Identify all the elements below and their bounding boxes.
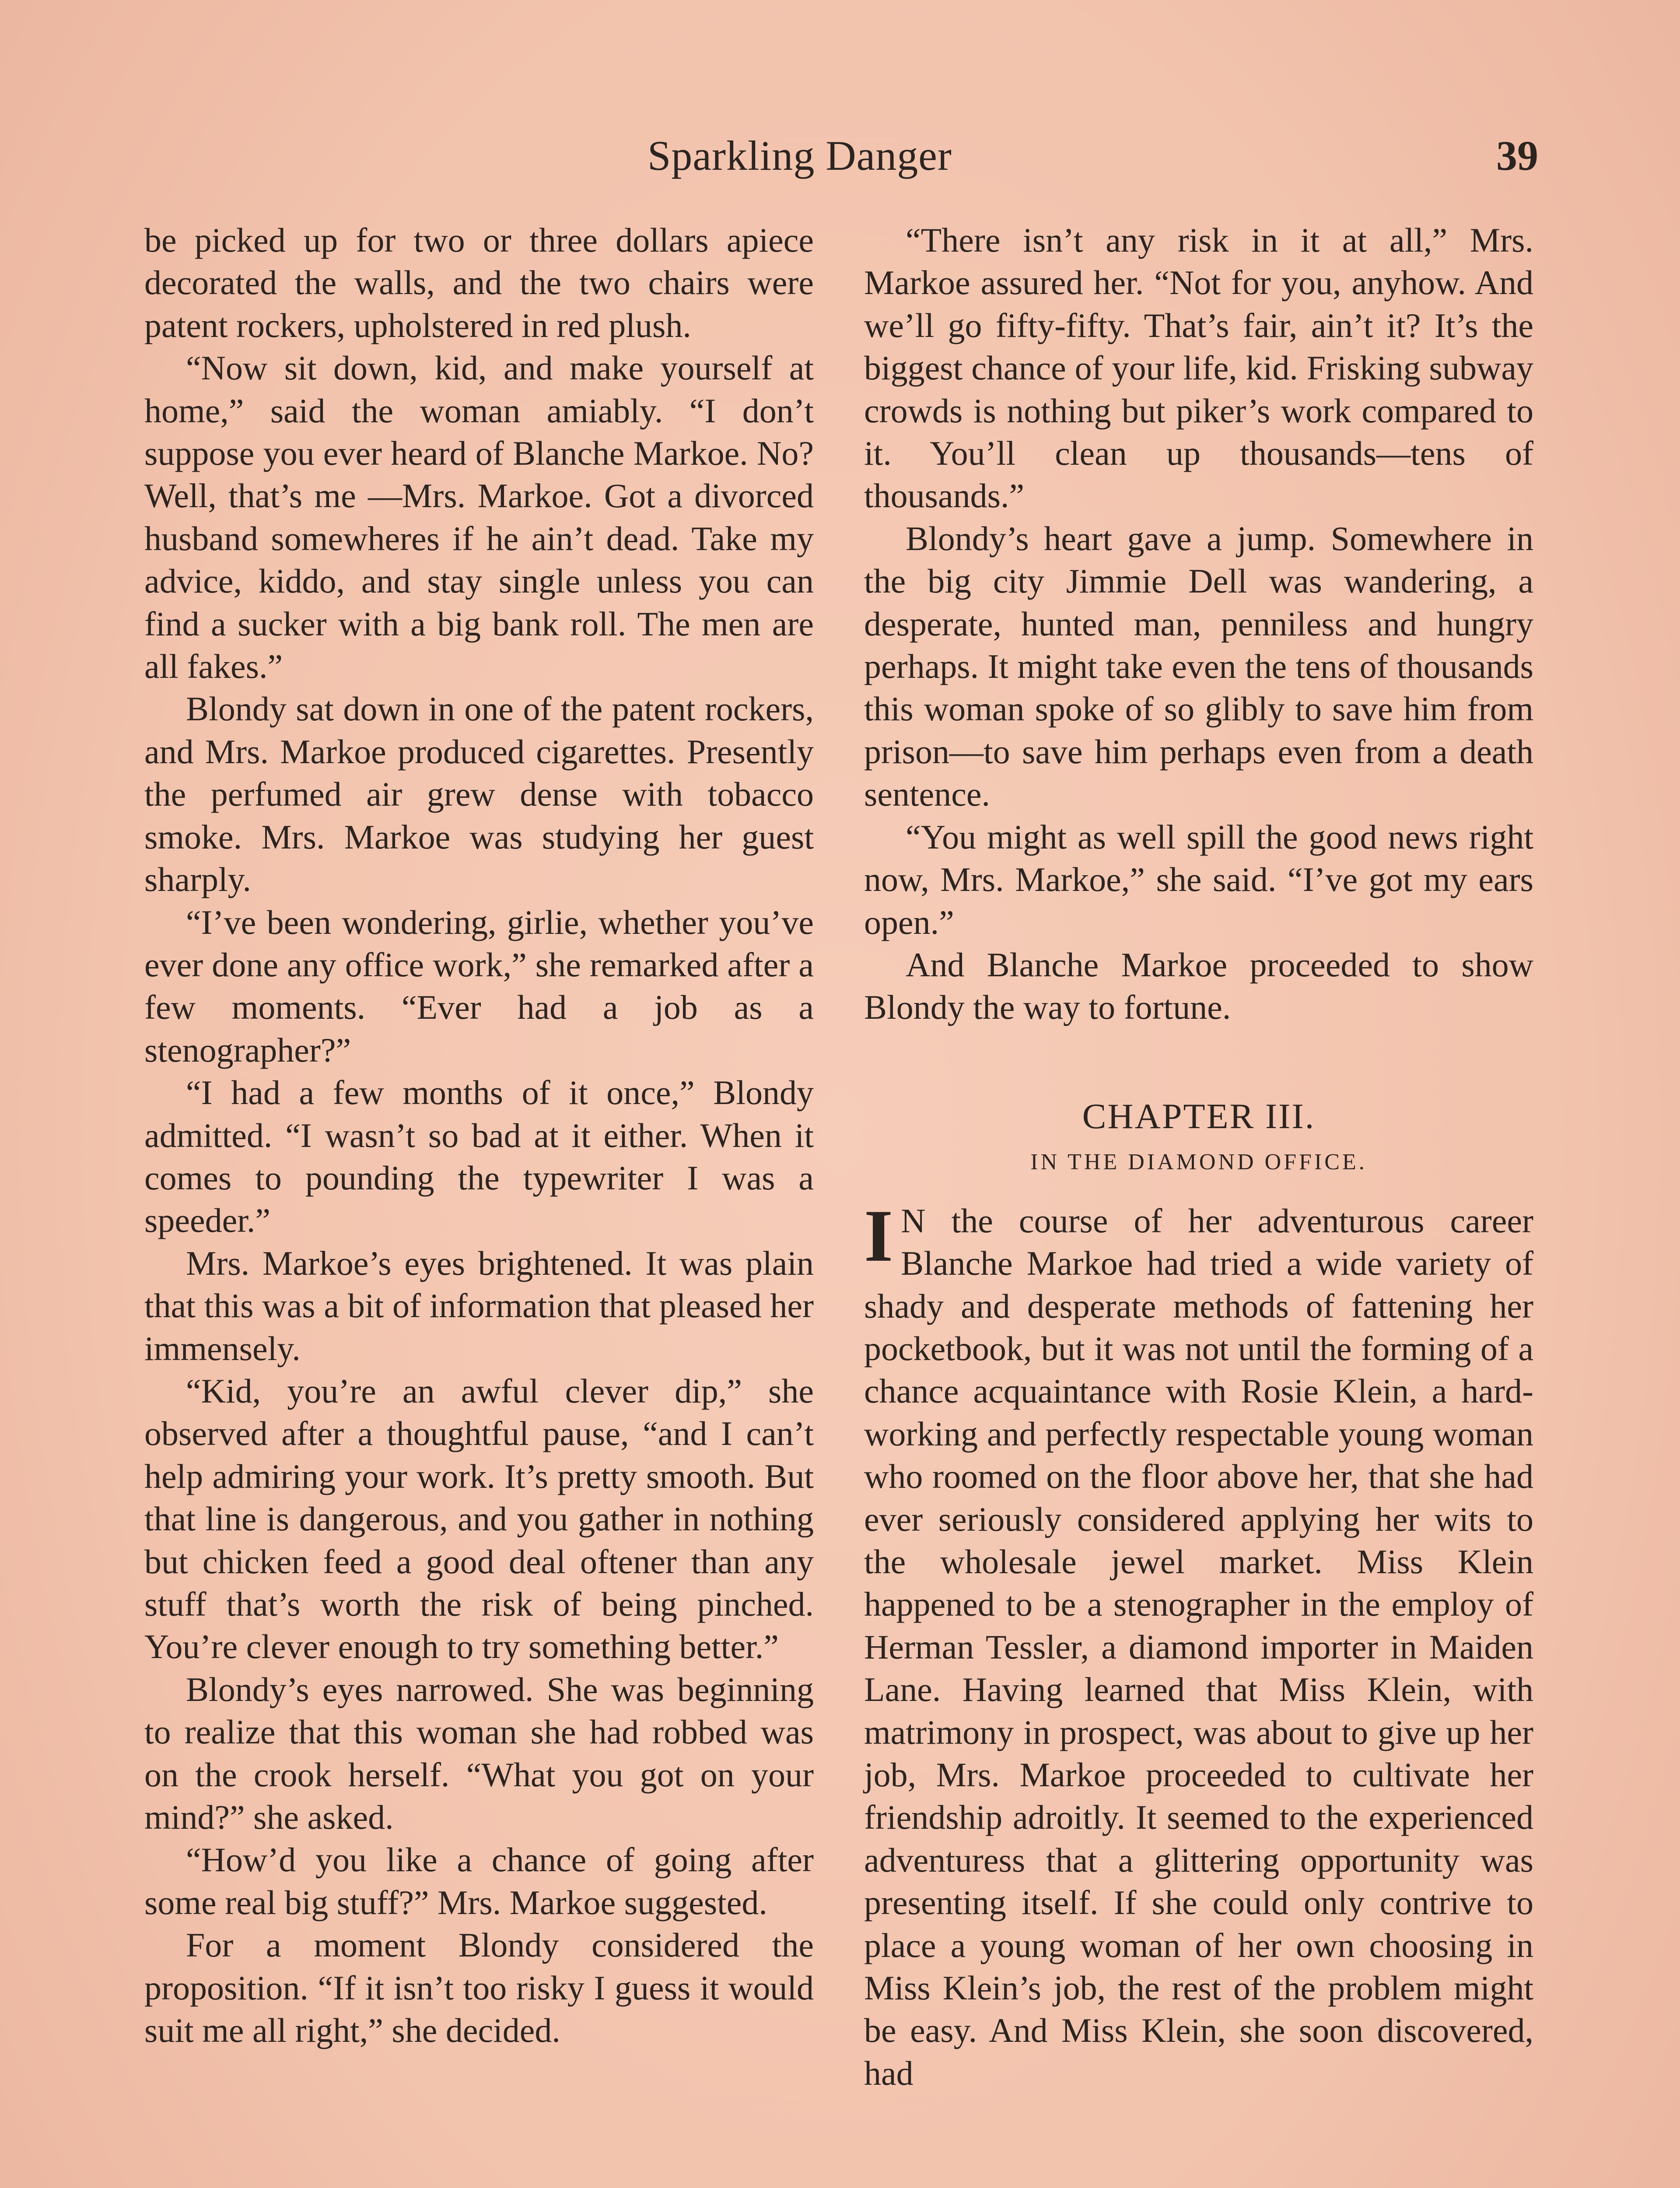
chapter-opening-paragraph (864, 1194, 1533, 2095)
chapter-subtitle: IN THE DIAMOND OFFICE. (1030, 1149, 1367, 1175)
paragraph: “I’ve been wondering, girlie, whether you’ve ever done any office work,” she remarked after a few moments. “Ever had a job as a stenographer?” (144, 903, 814, 1069)
paragraph: And Blanche Markoe proceeded to show Blondy the way to fortune. (864, 945, 1533, 1027)
paragraph: Mrs. Markoe’s eyes brightened. It was plain that this was a bit of information that pleased her immensely. (144, 1244, 814, 1368)
paragraph: be picked up for two or three dollars apiece decorated the walls, and the two chairs were patent rockers, upholstered in red plush. (144, 221, 814, 344)
paragraph: “How’d you like a chance of going after some real big stuff?” Mrs. Markoe suggested. (144, 1841, 814, 1922)
paragraph: “There isn’t any risk in it at all,” Mrs. Markoe assured her. “Not for you, anyhow. And we’ll go fifty-fifty. That’s fair, ain’t it? It’s the biggest chance of your life, kid. Frisking subway crowds is nothing but piker’s work compared to it. You’ll clean up thousands—tens of thousands.” (864, 221, 1533, 515)
paragraph: “I had a few months of it once,” Blondy admitted. “I wasn’t so bad at it either. When it comes to pounding the typewriter I was a speeder.” (144, 1073, 814, 1240)
right-column (864, 219, 1533, 2094)
paragraph: Blondy’s heart gave a jump. Somewhere in the big city Jimmie Dell was wandering, a desperate, hunted man, penniless and hungry perhaps. It might take even the tens of thousands this woman spoke of so glibly to save him from prison—to save him perhaps even from a death sentence. (864, 519, 1533, 813)
chapter-opening-text: N the course of her adventurous career Blanche Markoe had tried a wide variety of shady and desperate methods of fattening her pocketbook, but it was not until the forming of a chance acquaintance with Rosie Klein, a hard-working and perfectly respectable young woman who roomed on the floor above her, that she had ever seriously considered applying her wits to the wholesale jewel market. Miss Klein happened to be a stenographer in the employ of Herman Tessler, a diamond importer in Maiden Lane. Having learned that Miss Klein, with matrimony in prospect, was about to give up her job, Mrs. Markoe proceeded to cultivate her friendship adroitly. It seemed to the experienced adventuress that a glittering opportunity was presenting itself. If she could only contrive to place a young woman of her own choosing in Miss Klein’s job, the rest of the problem might be easy. And Miss Klein, she soon discovered, had (864, 1201, 1533, 2092)
paragraph: “Kid, you’re an awful clever dip,” she observed after a thoughtful pause, “and I can’t help admiring your work. It’s pretty smooth. But that line is dangerous, and you gather in nothing but chicken feed a good deal oftener than any stuff that’s worth the risk of being pinched. You’re clever enough to try something better.” (144, 1371, 814, 1666)
drop-cap: I (864, 1194, 893, 1277)
paragraph: For a moment Blondy considered the proposition. “If it isn’t too risky I guess it would suit me all right,” she decided. (144, 1926, 814, 2050)
left-column (144, 219, 814, 2051)
running-title: Sparkling Danger (648, 132, 952, 179)
paragraph: Blondy’s eyes narrowed. She was beginning to realize that this woman she had robbed was on the crook herself. “What you got on your mind?” she asked. (144, 1670, 814, 1837)
paragraph: Blondy sat down in one of the patent rockers, and Mrs. Markoe produced cigarettes. Presently the perfumed air grew dense with tobacco smoke. Mrs. Markoe was studying her guest sharply. (144, 690, 814, 899)
paragraph: “Now sit down, kid, and make yourself at home,” said the woman amiably. “I don’t suppose you ever heard of Blanche Markoe. No? Well, that’s me —Mrs. Markoe. Got a divorced husband somewheres if he ain’t dead. Take my advice, kiddo, and stay single unless you can find a sucker with a big bank roll. The men are all fakes.” (144, 349, 814, 686)
chapter-heading: CHAPTER III. (1082, 1096, 1316, 1136)
paragraph: “You might as well spill the good news right now, Mrs. Markoe,” she said. “I’ve got my ears open.” (864, 817, 1533, 941)
page-number: 39 (1496, 132, 1538, 179)
